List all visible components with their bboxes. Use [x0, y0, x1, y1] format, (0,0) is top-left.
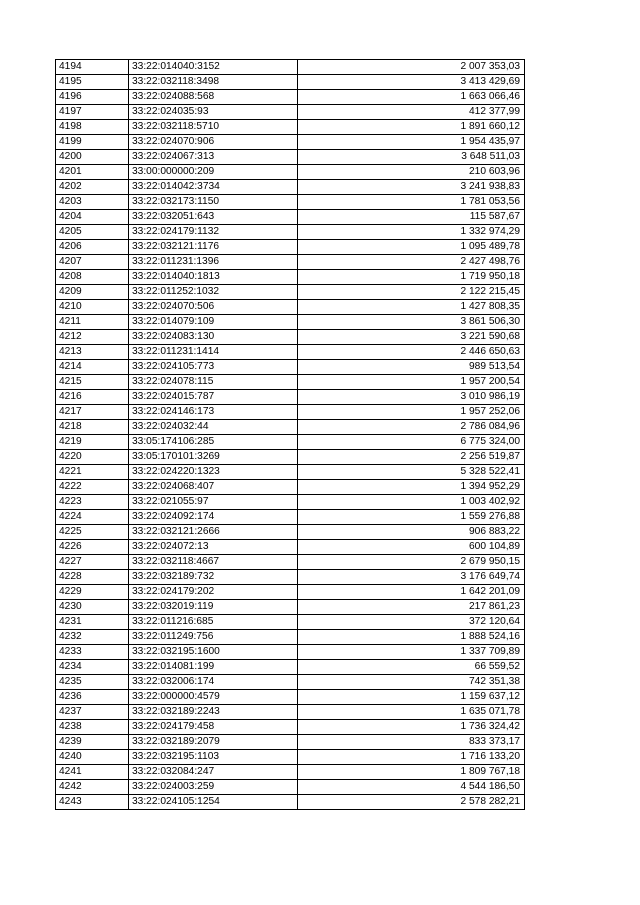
table-row: [56, 150, 525, 165]
cadastral-number-cell: 33:22:032051:643: [129, 210, 298, 225]
cadastral-number-cell: 33:22:024179:202: [129, 585, 298, 600]
cadastral-number-cell: 33:22:032118:5710: [129, 120, 298, 135]
value-cell: 3 413 429,69: [298, 75, 525, 90]
value-cell: 1 003 402,92: [298, 495, 525, 510]
value-cell: 2 122 215,45: [298, 285, 525, 300]
cadastral-number-cell: 33:22:024072:13: [129, 540, 298, 555]
cadastral-number-cell: 33:05:170101:3269: [129, 450, 298, 465]
value-cell: 1 716 133,20: [298, 750, 525, 765]
row-number-cell: 4233: [56, 645, 129, 660]
table-row: [56, 180, 525, 195]
cadastral-number-cell: 33:22:014079:109: [129, 315, 298, 330]
table-row: [56, 660, 525, 675]
cadastral-number-cell: 33:22:032189:2079: [129, 735, 298, 750]
row-number-cell: 4220: [56, 450, 129, 465]
row-number-cell: 4219: [56, 435, 129, 450]
cadastral-number-cell: 33:22:024015:787: [129, 390, 298, 405]
value-cell: 1 332 974,29: [298, 225, 525, 240]
table-row: [56, 570, 525, 585]
table-row: [56, 135, 525, 150]
table-row: [56, 285, 525, 300]
table-row: [56, 270, 525, 285]
cadastral-number-cell: 33:00:000000:209: [129, 165, 298, 180]
row-number-cell: 4210: [56, 300, 129, 315]
row-number-cell: 4217: [56, 405, 129, 420]
value-cell: 906 883,22: [298, 525, 525, 540]
cadastral-number-cell: 33:22:032121:1176: [129, 240, 298, 255]
table-row: [56, 750, 525, 765]
table-row: [56, 780, 525, 795]
table-row: [56, 90, 525, 105]
table-row: [56, 435, 525, 450]
row-number-cell: 4208: [56, 270, 129, 285]
row-number-cell: 4221: [56, 465, 129, 480]
table-row: [56, 765, 525, 780]
value-cell: 1 957 200,54: [298, 375, 525, 390]
table-row: [56, 105, 525, 120]
value-cell: 3 648 511,03: [298, 150, 525, 165]
value-cell: 1 809 767,18: [298, 765, 525, 780]
row-number-cell: 4204: [56, 210, 129, 225]
cadastral-number-cell: 33:22:032118:4667: [129, 555, 298, 570]
table-row: [56, 345, 525, 360]
table-row: [56, 330, 525, 345]
table-row: [56, 585, 525, 600]
row-number-cell: 4214: [56, 360, 129, 375]
row-number-cell: 4215: [56, 375, 129, 390]
table-body: [56, 60, 525, 810]
row-number-cell: 4202: [56, 180, 129, 195]
row-number-cell: 4237: [56, 705, 129, 720]
value-cell: 1 427 808,35: [298, 300, 525, 315]
table-row: [56, 645, 525, 660]
row-number-cell: 4206: [56, 240, 129, 255]
row-number-cell: 4205: [56, 225, 129, 240]
table-row: [56, 540, 525, 555]
cadastral-number-cell: 33:22:024179:1132: [129, 225, 298, 240]
value-cell: 1 957 252,06: [298, 405, 525, 420]
value-cell: 1 559 276,88: [298, 510, 525, 525]
cadastral-number-cell: 33:22:000000:4579: [129, 690, 298, 705]
value-cell: 2 427 498,76: [298, 255, 525, 270]
value-cell: 1 642 201,09: [298, 585, 525, 600]
cadastral-number-cell: 33:22:011249:756: [129, 630, 298, 645]
value-cell: 217 861,23: [298, 600, 525, 615]
cadastral-number-cell: 33:22:024179:458: [129, 720, 298, 735]
value-cell: 2 679 950,15: [298, 555, 525, 570]
table-row: [56, 405, 525, 420]
value-cell: 3 010 986,19: [298, 390, 525, 405]
cadastral-number-cell: 33:22:011252:1032: [129, 285, 298, 300]
value-cell: 1 635 071,78: [298, 705, 525, 720]
row-number-cell: 4212: [56, 330, 129, 345]
cadastral-number-cell: 33:22:011216:685: [129, 615, 298, 630]
cadastral-number-cell: 33:22:014040:3152: [129, 60, 298, 75]
table-row: [56, 360, 525, 375]
row-number-cell: 4229: [56, 585, 129, 600]
row-number-cell: 4224: [56, 510, 129, 525]
table-row: [56, 450, 525, 465]
cadastral-number-cell: 33:22:032173:1150: [129, 195, 298, 210]
value-cell: 2 786 084,96: [298, 420, 525, 435]
cadastral-number-cell: 33:22:032084:247: [129, 765, 298, 780]
row-number-cell: 4213: [56, 345, 129, 360]
table-row: [56, 690, 525, 705]
cadastral-number-cell: 33:22:011231:1396: [129, 255, 298, 270]
cadastral-number-cell: 33:22:032195:1600: [129, 645, 298, 660]
value-cell: 2 446 650,63: [298, 345, 525, 360]
value-cell: 1 095 489,78: [298, 240, 525, 255]
cadastral-number-cell: 33:22:024003:259: [129, 780, 298, 795]
value-cell: 115 587,67: [298, 210, 525, 225]
table-row: [56, 195, 525, 210]
table-row: [56, 600, 525, 615]
value-cell: 1 781 053,56: [298, 195, 525, 210]
table-row: [56, 255, 525, 270]
table-row: [56, 420, 525, 435]
cadastral-number-cell: 33:22:024068:407: [129, 480, 298, 495]
cadastral-number-cell: 33:22:032118:3498: [129, 75, 298, 90]
value-cell: 1 719 950,18: [298, 270, 525, 285]
table-row: [56, 300, 525, 315]
cadastral-number-cell: 33:22:032195:1103: [129, 750, 298, 765]
table-row: [56, 165, 525, 180]
cadastral-number-cell: 33:22:014040:1813: [129, 270, 298, 285]
value-cell: 3 221 590,68: [298, 330, 525, 345]
table-row: [56, 225, 525, 240]
cadastral-number-cell: 33:22:014042:3734: [129, 180, 298, 195]
value-cell: 742 351,38: [298, 675, 525, 690]
row-number-cell: 4234: [56, 660, 129, 675]
row-number-cell: 4197: [56, 105, 129, 120]
cadastral-number-cell: 33:22:032006:174: [129, 675, 298, 690]
table-row: [56, 675, 525, 690]
table-row: [56, 480, 525, 495]
table-row: [56, 615, 525, 630]
value-cell: 989 513,54: [298, 360, 525, 375]
value-cell: 1 954 435,97: [298, 135, 525, 150]
value-cell: 3 241 938,83: [298, 180, 525, 195]
table-row: [56, 60, 525, 75]
row-number-cell: 4243: [56, 795, 129, 810]
table-row: [56, 705, 525, 720]
row-number-cell: 4201: [56, 165, 129, 180]
cadastral-number-cell: 33:22:032019:119: [129, 600, 298, 615]
row-number-cell: 4211: [56, 315, 129, 330]
cadastral-number-cell: 33:22:024092:174: [129, 510, 298, 525]
row-number-cell: 4230: [56, 600, 129, 615]
value-cell: 600 104,89: [298, 540, 525, 555]
cadastral-number-cell: 33:22:024105:773: [129, 360, 298, 375]
row-number-cell: 4231: [56, 615, 129, 630]
cadastral-number-cell: 33:22:024083:130: [129, 330, 298, 345]
row-number-cell: 4209: [56, 285, 129, 300]
value-cell: 4 544 186,50: [298, 780, 525, 795]
cadastral-number-cell: 33:22:024078:115: [129, 375, 298, 390]
cadastral-number-cell: 33:22:024035:93: [129, 105, 298, 120]
table-row: [56, 210, 525, 225]
value-cell: 412 377,99: [298, 105, 525, 120]
table-row: [56, 630, 525, 645]
row-number-cell: 4199: [56, 135, 129, 150]
table-row: [56, 465, 525, 480]
row-number-cell: 4198: [56, 120, 129, 135]
row-number-cell: 4241: [56, 765, 129, 780]
table-row: [56, 510, 525, 525]
value-cell: 2 578 282,21: [298, 795, 525, 810]
row-number-cell: 4226: [56, 540, 129, 555]
row-number-cell: 4238: [56, 720, 129, 735]
value-cell: 66 559,52: [298, 660, 525, 675]
row-number-cell: 4216: [56, 390, 129, 405]
row-number-cell: 4203: [56, 195, 129, 210]
value-cell: 2 007 353,03: [298, 60, 525, 75]
value-cell: 1 159 637,12: [298, 690, 525, 705]
table-row: [56, 525, 525, 540]
cadastral-number-cell: 33:22:024032:44: [129, 420, 298, 435]
cadastral-number-cell: 33:22:014081:199: [129, 660, 298, 675]
row-number-cell: 4218: [56, 420, 129, 435]
row-number-cell: 4239: [56, 735, 129, 750]
cadastral-number-cell: 33:22:024105:1254: [129, 795, 298, 810]
table-row: [56, 375, 525, 390]
row-number-cell: 4225: [56, 525, 129, 540]
value-cell: 1 736 324,42: [298, 720, 525, 735]
table-row: [56, 735, 525, 750]
value-cell: 1 888 524,16: [298, 630, 525, 645]
value-cell: 3 176 649,74: [298, 570, 525, 585]
cadastral-number-cell: 33:22:024220:1323: [129, 465, 298, 480]
table-row: [56, 495, 525, 510]
value-cell: 2 256 519,87: [298, 450, 525, 465]
table-row: [56, 75, 525, 90]
value-cell: 210 603,96: [298, 165, 525, 180]
cadastral-number-cell: 33:22:011231:1414: [129, 345, 298, 360]
table-row: [56, 240, 525, 255]
cadastral-number-cell: 33:22:024088:568: [129, 90, 298, 105]
row-number-cell: 4194: [56, 60, 129, 75]
value-cell: 372 120,64: [298, 615, 525, 630]
value-cell: 5 328 522,41: [298, 465, 525, 480]
value-cell: 6 775 324,00: [298, 435, 525, 450]
value-cell: 1 394 952,29: [298, 480, 525, 495]
table-row: [56, 795, 525, 810]
table-row: [56, 390, 525, 405]
table-row: [56, 120, 525, 135]
table-row: [56, 555, 525, 570]
row-number-cell: 4195: [56, 75, 129, 90]
table-row: [56, 315, 525, 330]
cadastral-number-cell: 33:22:024070:506: [129, 300, 298, 315]
value-cell: 833 373,17: [298, 735, 525, 750]
cadastral-number-cell: 33:22:032121:2666: [129, 525, 298, 540]
value-cell: 1 663 066,46: [298, 90, 525, 105]
row-number-cell: 4207: [56, 255, 129, 270]
cadastral-number-cell: 33:22:024067:313: [129, 150, 298, 165]
cadastral-number-cell: 33:22:024070:906: [129, 135, 298, 150]
cadastral-number-cell: 33:22:032189:732: [129, 570, 298, 585]
row-number-cell: 4227: [56, 555, 129, 570]
cadastral-number-cell: 33:22:024146:173: [129, 405, 298, 420]
value-cell: 1 891 660,12: [298, 120, 525, 135]
value-cell: 3 861 506,30: [298, 315, 525, 330]
row-number-cell: 4235: [56, 675, 129, 690]
row-number-cell: 4232: [56, 630, 129, 645]
value-cell: 1 337 709,89: [298, 645, 525, 660]
table-row: [56, 720, 525, 735]
row-number-cell: 4242: [56, 780, 129, 795]
row-number-cell: 4196: [56, 90, 129, 105]
row-number-cell: 4222: [56, 480, 129, 495]
row-number-cell: 4236: [56, 690, 129, 705]
row-number-cell: 4223: [56, 495, 129, 510]
row-number-cell: 4240: [56, 750, 129, 765]
row-number-cell: 4200: [56, 150, 129, 165]
cadastral-number-cell: 33:22:032189:2243: [129, 705, 298, 720]
cadastral-number-cell: 33:22:021055:97: [129, 495, 298, 510]
cadastral-number-cell: 33:05:174106:285: [129, 435, 298, 450]
row-number-cell: 4228: [56, 570, 129, 585]
cadastral-value-table: [55, 59, 525, 810]
